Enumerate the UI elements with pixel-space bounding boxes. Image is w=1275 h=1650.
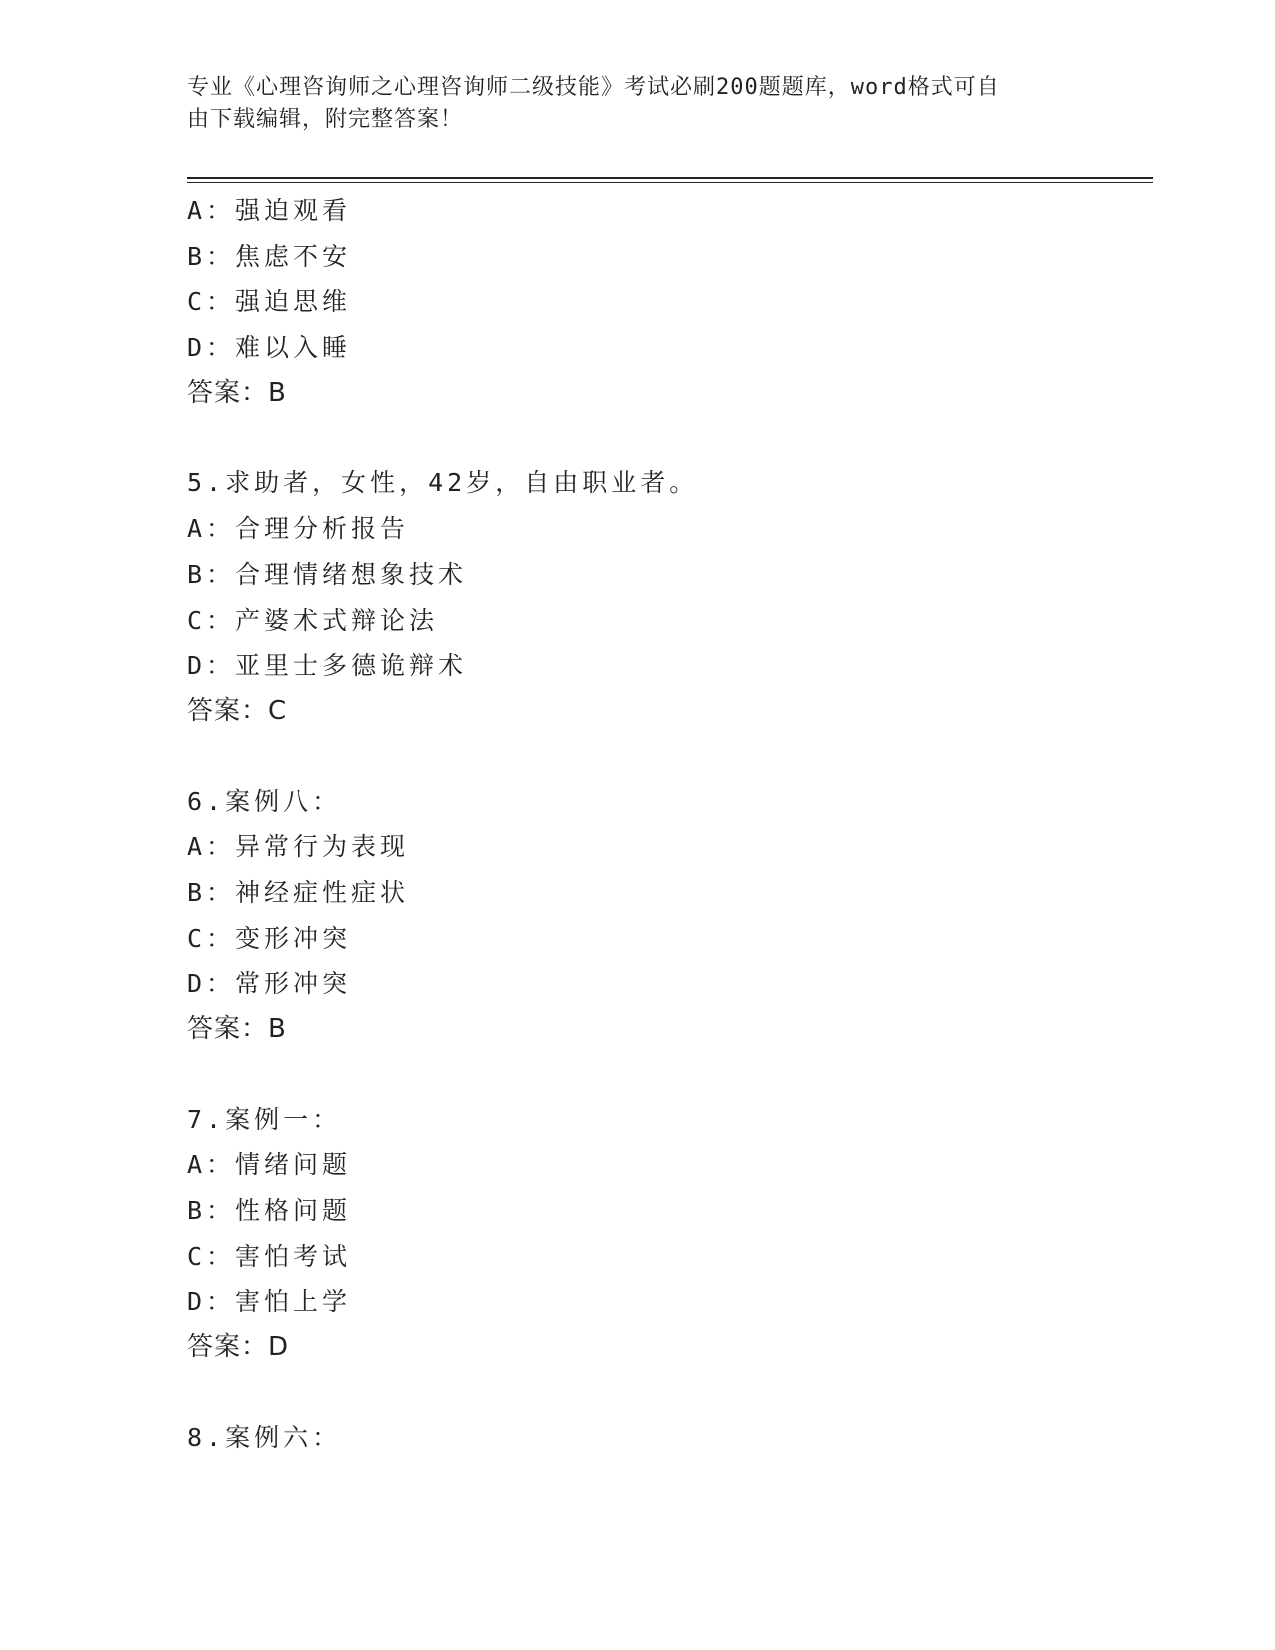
option-c: C：强迫思维 [187, 287, 352, 317]
header-line-2: 由下载编辑，附完整答案！ [187, 107, 464, 132]
answer: 答案：B [187, 1014, 287, 1044]
option-a: A：异常行为表现 [187, 832, 410, 862]
question-block [187, 188, 1147, 416]
question-block [187, 1097, 1147, 1371]
option-a: A：情绪问题 [187, 1150, 352, 1180]
option-a: A：强迫观看 [187, 196, 352, 225]
answer: 答案：C [187, 695, 288, 726]
option-b: B：合理情绪想象技术 [187, 559, 468, 589]
option-b: B：性格问题 [187, 1196, 352, 1226]
option-a: A：合理分析报告 [187, 514, 410, 544]
header-line-1: 专业《心理咨询师之心理咨询师二级技能》考试必刷200题题库，word格式可自 [187, 75, 1000, 100]
header-divider [187, 177, 1153, 179]
question-block [187, 779, 1147, 1053]
option-c: C：产婆术式辩论法 [187, 605, 439, 635]
question-block [187, 460, 1147, 734]
question-text: 8.案例六： [187, 1422, 342, 1452]
question-text: 5.求助者，女性，42岁，自由职业者。 [187, 468, 699, 498]
option-c: C：变形冲突 [187, 923, 352, 953]
question-block [187, 1415, 1147, 1461]
question-text: 7.案例一： [187, 1104, 342, 1134]
question-list [187, 188, 1147, 1461]
option-b: B：神经症性症状 [187, 877, 410, 907]
option-d: D：害怕上学 [187, 1287, 352, 1317]
option-d: D：常形冲突 [187, 969, 352, 999]
header-divider-thin [187, 182, 1153, 183]
option-d: D：难以入睡 [187, 333, 352, 363]
answer: 答案：B [187, 377, 287, 408]
question-text: 6.案例八： [187, 786, 342, 816]
answer: 答案：D [187, 1332, 290, 1363]
option-d: D：亚里士多德诡辩术 [187, 651, 468, 681]
option-c: C：害怕考试 [187, 1241, 352, 1271]
option-b: B：焦虑不安 [187, 241, 352, 271]
document-header [187, 72, 1067, 136]
